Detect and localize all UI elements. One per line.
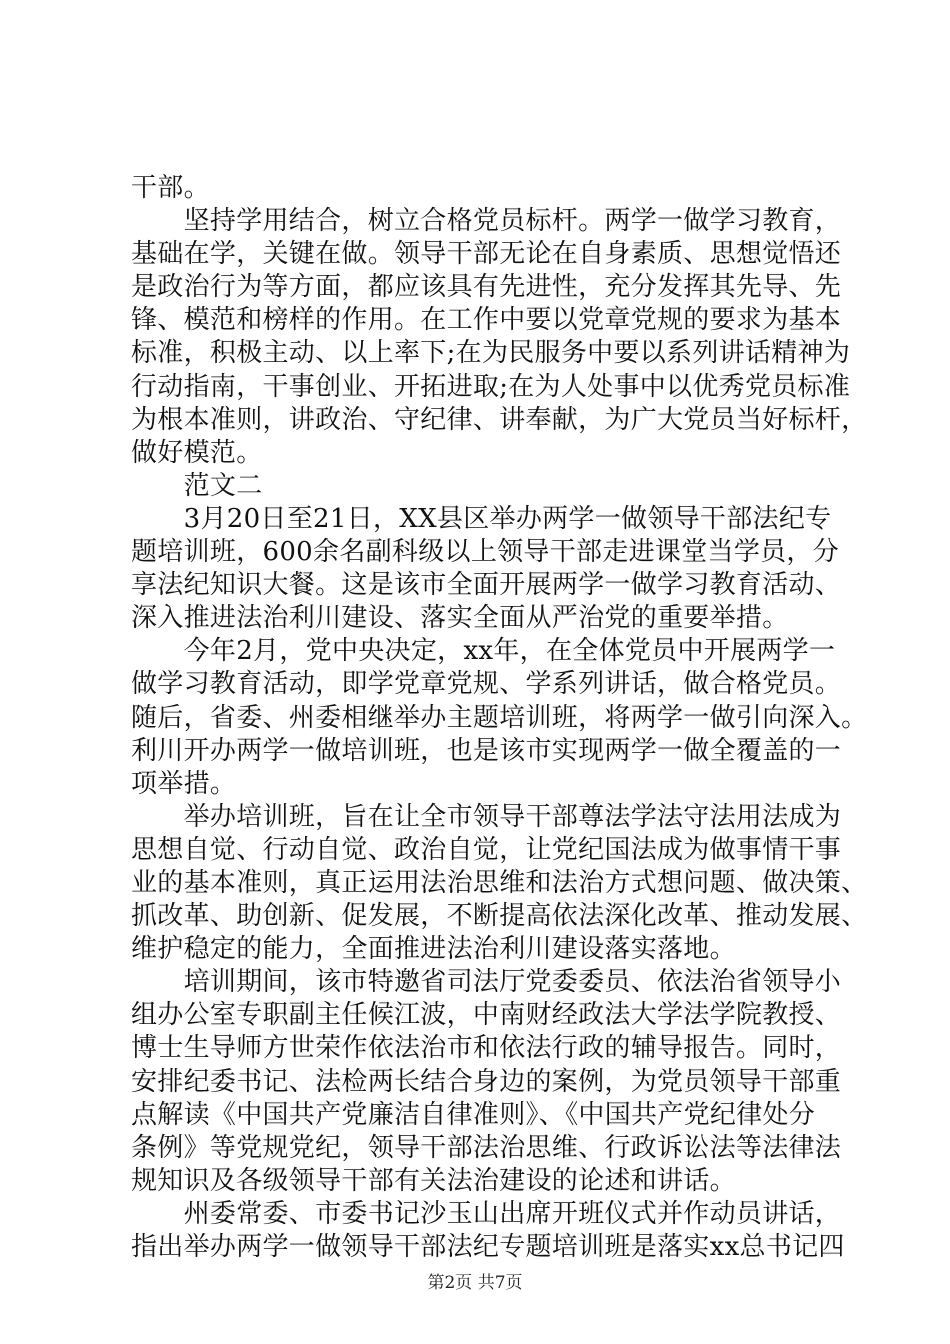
text-line: 州委常委、市委书记沙玉山出席开班仪式并作动员讲话， xyxy=(131,1198,842,1229)
text-line: 思想自觉、行动自觉、政治自觉，让党纪国法成为做事情干事 xyxy=(131,834,842,865)
page-footer xyxy=(0,1272,950,1294)
text-line: 享法纪知识大餐。这是该市全面开展两学一做学习教育活动、 xyxy=(131,570,842,601)
document-body xyxy=(131,172,868,1264)
text-line: 条例》等党规党纪，领导干部法治思维、行政诉讼法等法律法 xyxy=(131,1132,842,1163)
text-line: 维护稳定的能力，全面推进法治利川建设落实落地。 xyxy=(131,934,736,965)
text-line: 是政治行为等方面，都应该具有先进性，充分发挥其先导、先 xyxy=(131,272,842,303)
text-line: 标准，积极主动、以上率下;在为民服务中要以系列讲话精神为 xyxy=(131,338,851,369)
text-line: 题培训班，600余名副科级以上领导干部走进课堂当学员，分 xyxy=(131,537,840,568)
text-line: 行动指南，干事创业、开拓进取;在为人处事中以优秀党员标准 xyxy=(131,371,851,402)
page-number: 第2页 共7页 xyxy=(427,1273,523,1293)
text-line: 培训期间，该市特邀省司法厅党委委员、依法治省领导小 xyxy=(131,967,842,998)
text-line: 今年2月，党中央决定，xx年，在全体党员中开展两学一 xyxy=(131,636,836,667)
text-line: 利川开办两学一做培训班，也是该市实现两学一做全覆盖的一 xyxy=(131,735,842,766)
text-line: 3月20日至21日，XX县区举办两学一做领导干部法纪专 xyxy=(131,503,832,534)
text-line: 为根本准则，讲政治、守纪律、讲奉献，为广大党员当好标杆， xyxy=(131,404,868,435)
text-line: 基础在学，关键在做。领导干部无论在自身素质、思想觉悟还 xyxy=(131,239,842,270)
text-line: 举办培训班，旨在让全市领导干部尊法学法守法用法成为 xyxy=(131,801,842,832)
text-line: 指出举办两学一做领导干部法纪专题培训班是落实xx总书记四 xyxy=(131,1232,845,1262)
text-line: 博士生导师方世荣作依法治市和依法行政的辅导报告。同时， xyxy=(131,1033,842,1064)
text-line: 组办公室专职副主任候江波，中南财经政法大学法学院教授、 xyxy=(131,1000,842,1031)
text-line: 安排纪委书记、法检两长结合身边的案例，为党员领导干部重 xyxy=(131,1066,842,1097)
text-line: 范文二 xyxy=(131,470,263,501)
text-line: 坚持学用结合，树立合格党员标杆。两学一做学习教育， xyxy=(131,206,842,237)
text-line: 项举措。 xyxy=(131,768,237,799)
text-line: 深入推进法治利川建设、落实全面从严治党的重要举措。 xyxy=(131,603,789,634)
text-line: 做学习教育活动，即学党章党规、学系列讲话，做合格党员。 xyxy=(131,669,842,700)
text-line: 业的基本准则，真正运用法治思维和法治方式想问题、做决策、 xyxy=(131,867,868,898)
text-line: 规知识及各级领导干部有关法治建设的论述和讲话。 xyxy=(131,1165,736,1196)
text-line: 干部。 xyxy=(131,173,210,203)
text-line: 抓改革、助创新、促发展，不断提高依法深化改革、推动发展、 xyxy=(131,901,868,932)
text-line: 做好模范。 xyxy=(131,437,263,468)
text-line: 随后，省委、州委相继举办主题培训班，将两学一做引向深入。 xyxy=(131,702,868,733)
text-line: 锋、模范和榜样的作用。在工作中要以党章党规的要求为基本 xyxy=(131,305,842,336)
text-line: 点解读《中国共产党廉洁自律准则》、《中国共产党纪律处分 xyxy=(131,1099,816,1130)
